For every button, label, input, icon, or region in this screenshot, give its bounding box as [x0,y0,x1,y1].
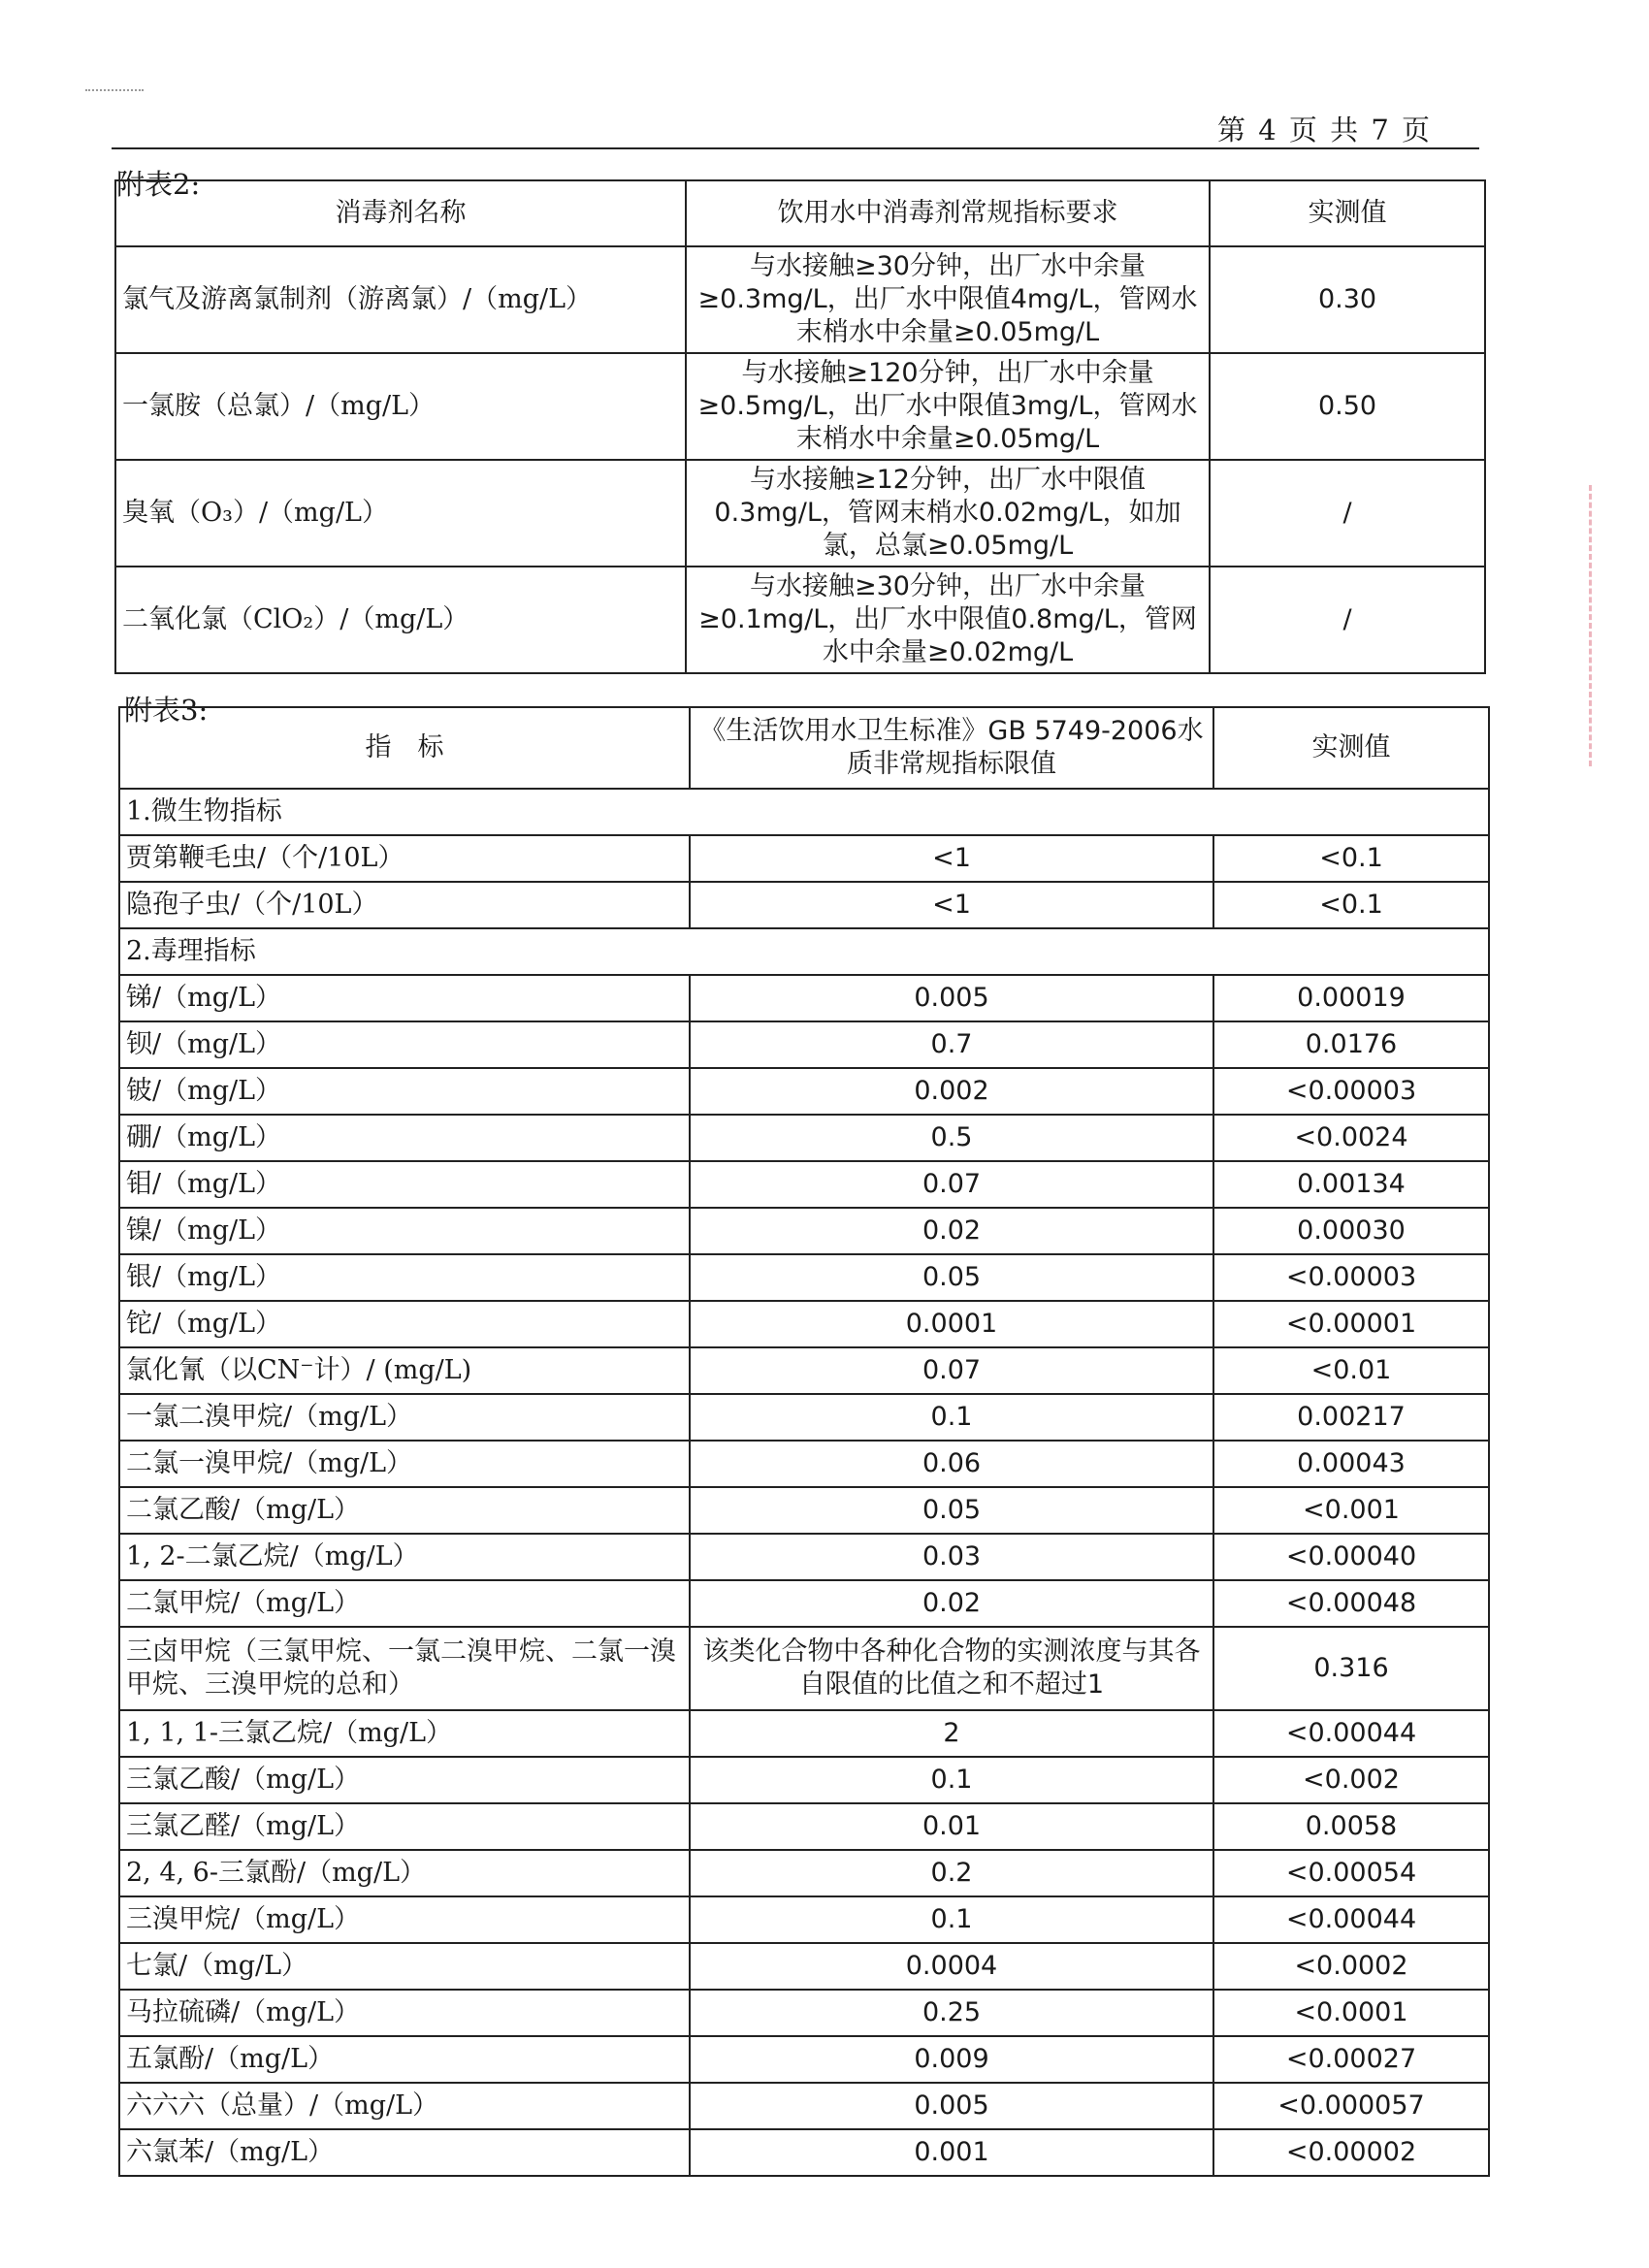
table3-caption: 附表3: [124,694,209,727]
table2-header-value: 实测值 [1210,180,1485,246]
section-microbial [119,789,1489,835]
indicator-name: 二氯甲烷/（mg/L） [119,1580,690,1627]
table2-header-row [115,180,1485,246]
indicator-name: 贾第鞭毛虫/（个/10L） [119,835,690,882]
measured-value: <0.1 [1213,882,1489,928]
disinfectant-name: 氯气及游离氯制剂（游离氯）/（mg/L） [115,246,686,353]
limit-value: 0.07 [690,1161,1213,1208]
measured-value: <0.00003 [1213,1254,1489,1301]
indicator-name: 三卤甲烷（三氯甲烷、一氯二溴甲烷、二氯一溴甲烷、三溴甲烷的总和） [119,1627,690,1710]
measured-value: 0.00030 [1213,1208,1489,1254]
section-title: 1.微生物指标 [119,789,1489,835]
table-row [119,2129,1489,2176]
scan-artifact [85,89,144,93]
indicator-name: 六氯苯/（mg/L） [119,2129,690,2176]
limit-value: 0.0001 [690,1301,1213,1347]
measured-value: <0.00003 [1213,1068,1489,1115]
indicator-name: 银/（mg/L） [119,1254,690,1301]
measured-value: <0.00002 [1213,2129,1489,2176]
indicator-name: 隐孢子虫/（个/10L） [119,882,690,928]
limit-value: 0.05 [690,1487,1213,1534]
limit-value: 0.005 [690,975,1213,1021]
limit-value: 0.2 [690,1850,1213,1896]
table3-header-value: 实测值 [1213,707,1489,789]
indicator-name: 1, 1, 1-三氯乙烷/（mg/L） [119,1710,690,1757]
indicator-name: 马拉硫磷/（mg/L） [119,1990,690,2036]
limit-value: 0.06 [690,1441,1213,1487]
indicator-name: 钼/（mg/L） [119,1161,690,1208]
indicator-name: 三氯乙酸/（mg/L） [119,1757,690,1803]
requirement-cell: 与水接触≥120分钟，出厂水中余量≥0.5mg/L，出厂水中限值3mg/L，管网水末梢水中余量≥0.05mg/L [686,353,1210,460]
measured-value: 0.00134 [1213,1161,1489,1208]
indicator-name: 六六六（总量）/（mg/L） [119,2083,690,2129]
table-row [119,835,1489,882]
table2-caption: 附表2: [116,168,201,201]
page-number: 第 4 页 共 7 页 [1217,113,1432,146]
table-row [119,1990,1489,2036]
measured-value: <0.00027 [1213,2036,1489,2083]
table-row [119,1803,1489,1850]
limit-value: 2 [690,1710,1213,1757]
limit-value: 0.001 [690,2129,1213,2176]
table-row [119,1301,1489,1347]
header-rule [112,147,1479,149]
requirement-cell: 与水接触≥30分钟，出厂水中余量≥0.1mg/L，出厂水中限值0.8mg/L，管网水中余量≥0.02mg/L [686,567,1210,673]
table-row [115,353,1485,460]
section-toxicological [119,928,1489,975]
indicator-name: 1, 2-二氯乙烷/（mg/L） [119,1534,690,1580]
measured-value: <0.0001 [1213,1990,1489,2036]
table-row [119,1757,1489,1803]
measured-value: <0.000057 [1213,2083,1489,2129]
limit-value: 0.1 [690,1394,1213,1441]
limit-value: 0.005 [690,2083,1213,2129]
measured-value: <0.00040 [1213,1534,1489,1580]
indicator-name: 铍/（mg/L） [119,1068,690,1115]
table-row [115,567,1485,673]
limit-value: 0.02 [690,1580,1213,1627]
limit-value: 0.0004 [690,1943,1213,1990]
indicator-name: 氯化氰（以CN⁻计）/ (mg/L) [119,1347,690,1394]
limit-value: 0.009 [690,2036,1213,2083]
table-row [119,882,1489,928]
indicator-name: 锑/（mg/L） [119,975,690,1021]
measured-value: 0.316 [1213,1627,1489,1710]
measured-value: 0.00019 [1213,975,1489,1021]
indicator-name: 七氯/（mg/L） [119,1943,690,1990]
measured-value: <0.00044 [1213,1896,1489,1943]
limit-value: 0.5 [690,1115,1213,1161]
indicator-name: 三氯乙醛/（mg/L） [119,1803,690,1850]
table-row [119,1534,1489,1580]
section-title: 2.毒理指标 [119,928,1489,975]
table3-header-limit: 《生活饮用水卫生标准》GB 5749-2006水质非常规指标限值 [690,707,1213,789]
measured-value: 0.0058 [1213,1803,1489,1850]
indicator-name: 三溴甲烷/（mg/L） [119,1896,690,1943]
limit-value: 0.1 [690,1757,1213,1803]
measured-value: 0.0176 [1213,1021,1489,1068]
limit-value: 0.02 [690,1208,1213,1254]
indicator-name: 一氯二溴甲烷/（mg/L） [119,1394,690,1441]
limit-value: 0.03 [690,1534,1213,1580]
table-row [119,975,1489,1021]
disinfectant-table [114,179,1486,674]
requirement-cell: 与水接触≥30分钟，出厂水中余量≥0.3mg/L，出厂水中限值4mg/L，管网水末梢水中余量≥0.05mg/L [686,246,1210,353]
measured-value: <0.001 [1213,1487,1489,1534]
measured-value: <0.0024 [1213,1115,1489,1161]
table-row [115,460,1485,567]
table-row [119,1487,1489,1534]
limit-value: <1 [690,882,1213,928]
measured-value: 0.00043 [1213,1441,1489,1487]
measured-value: 0.50 [1210,353,1485,460]
indicator-name: 铊/（mg/L） [119,1301,690,1347]
limit-value: 0.01 [690,1803,1213,1850]
table-row [119,1068,1489,1115]
limit-value: 该类化合物中各种化合物的实测浓度与其各自限值的比值之和不超过1 [690,1627,1213,1710]
table3-header-row [119,707,1489,789]
measured-value: 0.30 [1210,246,1485,353]
table2-header-name: 消毒剂名称 [115,180,686,246]
limit-value: 0.25 [690,1990,1213,2036]
measured-value: 0.00217 [1213,1394,1489,1441]
table2-header-requirement: 饮用水中消毒剂常规指标要求 [686,180,1210,246]
limit-value: 0.7 [690,1021,1213,1068]
table-row [119,1943,1489,1990]
table-row [119,1394,1489,1441]
disinfectant-name: 二氧化氯（ClO₂）/（mg/L） [115,567,686,673]
limit-value: 0.05 [690,1254,1213,1301]
table-row [119,1627,1489,1710]
indicator-name: 2, 4, 6-三氯酚/（mg/L） [119,1850,690,1896]
table-row [119,1710,1489,1757]
table-row [119,1254,1489,1301]
table-row [119,1161,1489,1208]
indicator-name: 镍/（mg/L） [119,1208,690,1254]
table-row [119,1850,1489,1896]
indicator-name: 硼/（mg/L） [119,1115,690,1161]
limit-value: 0.07 [690,1347,1213,1394]
measured-value: <0.00001 [1213,1301,1489,1347]
measured-value: <0.0002 [1213,1943,1489,1990]
measured-value: <0.00048 [1213,1580,1489,1627]
indicator-name: 二氯乙酸/（mg/L） [119,1487,690,1534]
table-row [119,1896,1489,1943]
limit-value: 0.1 [690,1896,1213,1943]
table-row [119,1021,1489,1068]
measured-value: / [1210,567,1485,673]
measured-value: / [1210,460,1485,567]
limit-value: 0.002 [690,1068,1213,1115]
measured-value: <0.01 [1213,1347,1489,1394]
disinfectant-name: 臭氧（O₃）/（mg/L） [115,460,686,567]
measured-value: <0.00054 [1213,1850,1489,1896]
limit-value: <1 [690,835,1213,882]
measured-value: <0.1 [1213,835,1489,882]
table-row [119,1347,1489,1394]
table-row [119,1208,1489,1254]
disinfectant-name: 一氯胺（总氯）/（mg/L） [115,353,686,460]
red-stamp-fragment [1589,485,1631,766]
non-routine-indicator-table [118,706,1490,2177]
measured-value: <0.002 [1213,1757,1489,1803]
table-row [119,1580,1489,1627]
table-row [119,1115,1489,1161]
table3-header-indicator: 指 标 [119,707,690,789]
indicator-name: 二氯一溴甲烷/（mg/L） [119,1441,690,1487]
table-row [119,2036,1489,2083]
measured-value: <0.00044 [1213,1710,1489,1757]
table-row [119,1441,1489,1487]
requirement-cell: 与水接触≥12分钟，出厂水中限值0.3mg/L，管网末梢水0.02mg/L，如加氯，总氯≥0.05mg/L [686,460,1210,567]
table-row [119,2083,1489,2129]
indicator-name: 钡/（mg/L） [119,1021,690,1068]
indicator-name: 五氯酚/（mg/L） [119,2036,690,2083]
table-row [115,246,1485,353]
